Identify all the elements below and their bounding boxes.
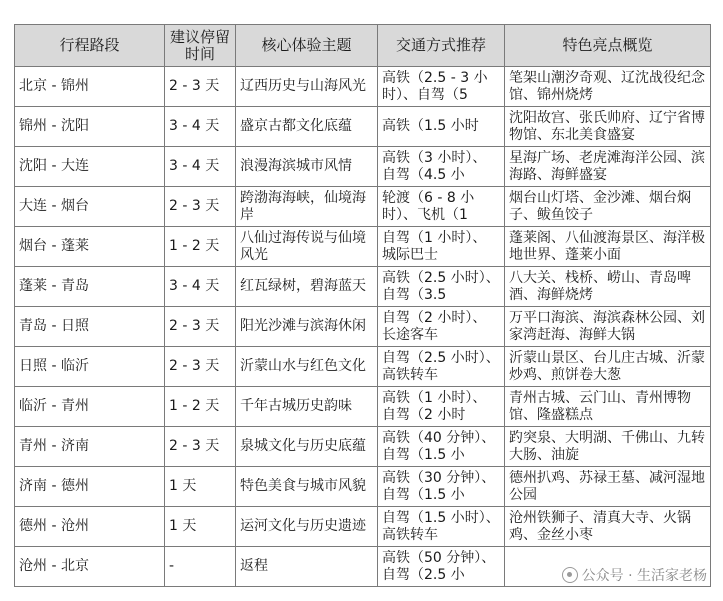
cell-transport-text: 轮渡（6 - 8 小时）、飞机（1 [382, 189, 475, 223]
cell-segment [15, 347, 165, 387]
cell-highlights-text: 星海广场、老虎滩海洋公园、滨海路、海鲜盛宴 [509, 149, 705, 183]
cell-stay [165, 147, 236, 187]
table-row [15, 307, 711, 347]
cell-segment-text: 大连 - 烟台 [19, 198, 89, 214]
cell-highlights-text: 趵突泉、大明湖、千佛山、九转大肠、油旋 [509, 429, 705, 463]
cell-theme [236, 547, 378, 587]
cell-segment [15, 307, 165, 347]
cell-transport-text: 高铁（2.5 - 3 小时）、自驾（5 [382, 69, 488, 103]
cell-stay [165, 107, 236, 147]
cell-highlights-text: 笔架山潮汐奇观、辽沈战役纪念馆、锦州烧烤 [509, 69, 705, 103]
header-theme: 核心体验主题 [236, 25, 378, 67]
table-body [15, 67, 711, 587]
cell-transport [378, 507, 505, 547]
cell-segment [15, 187, 165, 227]
cell-transport [378, 307, 505, 347]
cell-stay-text: 2 - 3 天 [169, 318, 220, 334]
cell-theme [236, 307, 378, 347]
cell-segment [15, 227, 165, 267]
cell-highlights-text: 蓬莱阁、八仙渡海景区、海洋极地世界、蓬莱小面 [509, 229, 705, 263]
table-row [15, 107, 711, 147]
cell-transport [378, 547, 505, 587]
cell-highlights [505, 307, 711, 347]
cell-highlights [505, 467, 711, 507]
cell-stay [165, 427, 236, 467]
header-transport: 交通方式推荐 [378, 25, 505, 67]
cell-stay-text: 3 - 4 天 [169, 158, 220, 174]
cell-transport [378, 67, 505, 107]
cell-highlights-text: 德州扒鸡、苏禄王墓、减河湿地公园 [509, 469, 705, 503]
cell-transport-text: 自驾（1.5 小时）、高铁转车 [382, 509, 500, 543]
table-row [15, 267, 711, 307]
watermark-text: 公众号 · 生活家老杨 [581, 568, 707, 584]
cell-segment-text: 蓬莱 - 青岛 [19, 278, 89, 294]
cell-stay-text: 1 - 2 天 [169, 238, 220, 254]
cell-transport [378, 187, 505, 227]
cell-highlights-text: 沧州铁狮子、清真大寺、火锅鸡、金丝小枣 [509, 509, 691, 543]
cell-transport-text: 自驾（1 小时）、城际巴士 [382, 229, 487, 263]
cell-segment [15, 507, 165, 547]
cell-stay [165, 267, 236, 307]
cell-highlights [505, 507, 711, 547]
cell-segment-text: 济南 - 德州 [19, 478, 89, 494]
table-header-row [15, 25, 711, 67]
cell-highlights-text: 八大关、栈桥、崂山、青岛啤酒、海鲜烧烤 [509, 269, 691, 303]
table-row [15, 427, 711, 467]
cell-transport-text: 高铁（40 分钟）、自驾（1.5 小 [382, 429, 496, 463]
cell-transport [378, 227, 505, 267]
cell-theme [236, 267, 378, 307]
itinerary-table [14, 24, 711, 587]
cell-theme-text: 阳光沙滩与滨海休闲 [240, 318, 366, 334]
cell-stay-text: 2 - 3 天 [169, 78, 220, 94]
cell-theme-text: 红瓦绿树，碧海蓝天 [240, 278, 366, 294]
cell-segment-text: 沈阳 - 大连 [19, 158, 89, 174]
cell-stay [165, 387, 236, 427]
cell-theme-text: 八仙过海传说与仙境风光 [240, 229, 366, 263]
cell-highlights-text: 沂蒙山景区、台儿庄古城、沂蒙炒鸡、煎饼卷大葱 [509, 349, 705, 383]
cell-stay [165, 67, 236, 107]
cell-theme-text: 返程 [240, 558, 268, 574]
cell-theme [236, 427, 378, 467]
cell-theme-text: 辽西历史与山海风光 [240, 78, 366, 94]
cell-transport [378, 267, 505, 307]
cell-highlights [505, 67, 711, 107]
cell-stay-text: 2 - 3 天 [169, 438, 220, 454]
cell-segment [15, 547, 165, 587]
cell-segment [15, 107, 165, 147]
cell-transport [378, 427, 505, 467]
cell-theme-text: 沂蒙山水与红色文化 [240, 358, 366, 374]
cell-theme [236, 507, 378, 547]
cell-transport [378, 107, 505, 147]
cell-highlights-text: 万平口海滨、海滨森林公园、刘家湾赶海、海鲜大锅 [509, 309, 705, 343]
cell-highlights [505, 387, 711, 427]
header-stay: 建议停留时间 [165, 25, 236, 67]
cell-stay-text: 1 - 2 天 [169, 398, 220, 414]
table-row [15, 187, 711, 227]
cell-segment-text: 沧州 - 北京 [19, 558, 89, 574]
cell-theme [236, 67, 378, 107]
cell-highlights [505, 347, 711, 387]
cell-segment-text: 青岛 - 日照 [19, 318, 89, 334]
cell-theme-text: 浪漫海滨城市风情 [240, 158, 352, 174]
cell-theme [236, 387, 378, 427]
cell-segment [15, 267, 165, 307]
cell-segment [15, 67, 165, 107]
cell-segment-text: 德州 - 沧州 [19, 518, 89, 534]
cell-transport-text: 高铁（30 分钟）、自驾（1.5 小 [382, 469, 496, 503]
table-row [15, 67, 711, 107]
cell-transport-text: 高铁（1 小时）、自驾（2 小时 [382, 389, 487, 423]
cell-stay [165, 187, 236, 227]
table-row [15, 467, 711, 507]
cell-stay-text: 1 天 [169, 518, 197, 534]
cell-segment-text: 日照 - 临沂 [19, 358, 89, 374]
cell-highlights-text: 青州古城、云门山、青州博物馆、隆盛糕点 [509, 389, 691, 423]
cell-transport [378, 467, 505, 507]
cell-highlights [505, 147, 711, 187]
cell-stay-text: 3 - 4 天 [169, 118, 220, 134]
table-row [15, 147, 711, 187]
cell-stay-text: - [169, 558, 175, 574]
cell-stay-text: 2 - 3 天 [169, 198, 220, 214]
cell-transport [378, 387, 505, 427]
cell-theme-text: 特色美食与城市风貌 [240, 478, 366, 494]
watermark [560, 565, 709, 585]
cell-segment [15, 387, 165, 427]
cell-stay [165, 467, 236, 507]
table-row [15, 507, 711, 547]
cell-stay [165, 307, 236, 347]
cell-transport-text: 高铁（1.5 小时 [382, 118, 479, 134]
cell-highlights [505, 427, 711, 467]
cell-segment-text: 青州 - 济南 [19, 438, 89, 454]
cell-theme [236, 347, 378, 387]
cell-theme [236, 147, 378, 187]
cell-stay [165, 227, 236, 267]
cell-theme-text: 盛京古都文化底蕴 [240, 118, 352, 134]
cell-theme-text: 泉城文化与历史底蕴 [240, 438, 366, 454]
cell-theme-text: 运河文化与历史遗迹 [240, 518, 366, 534]
cell-segment [15, 467, 165, 507]
cell-theme [236, 467, 378, 507]
cell-segment-text: 锦州 - 沈阳 [19, 118, 89, 134]
wechat-official-account-icon [562, 567, 578, 583]
cell-stay-text: 2 - 3 天 [169, 358, 220, 374]
cell-highlights [505, 227, 711, 267]
cell-highlights [505, 107, 711, 147]
header-highlights: 特色亮点概览 [505, 25, 711, 67]
cell-theme [236, 107, 378, 147]
table-row [15, 227, 711, 267]
cell-theme-text: 千年古城历史韵味 [240, 398, 352, 414]
cell-theme-text: 跨渤海海峡，仙境海岸 [240, 189, 366, 223]
cell-segment [15, 147, 165, 187]
cell-stay [165, 347, 236, 387]
table-row [15, 387, 711, 427]
cell-segment [15, 427, 165, 467]
table-row [15, 347, 711, 387]
cell-segment-text: 临沂 - 青州 [19, 398, 89, 414]
cell-highlights-text: 沈阳故宫、张氏帅府、辽宁省博物馆、东北美食盛宴 [509, 109, 705, 143]
cell-transport [378, 147, 505, 187]
cell-transport-text: 自驾（2.5 小时）、高铁转车 [382, 349, 500, 383]
cell-transport [378, 347, 505, 387]
cell-transport-text: 自驾（2 小时）、长途客车 [382, 309, 487, 343]
cell-segment-text: 烟台 - 蓬莱 [19, 238, 89, 254]
cell-stay [165, 507, 236, 547]
cell-transport-text: 高铁（2.5 小时）、自驾（3.5 [382, 269, 500, 303]
cell-highlights [505, 187, 711, 227]
header-segment: 行程路段 [15, 25, 165, 67]
cell-transport-text: 高铁（50 分钟）、自驾（2.5 小 [382, 549, 496, 583]
cell-theme [236, 187, 378, 227]
cell-stay-text: 3 - 4 天 [169, 278, 220, 294]
cell-segment-text: 北京 - 锦州 [19, 78, 89, 94]
cell-transport-text: 高铁（3 小时）、自驾（4.5 小 [382, 149, 487, 183]
cell-stay [165, 547, 236, 587]
cell-highlights-text: 烟台山灯塔、金沙滩、烟台焖子、鲅鱼饺子 [509, 189, 691, 223]
cell-stay-text: 1 天 [169, 478, 197, 494]
cell-highlights [505, 267, 711, 307]
cell-theme [236, 227, 378, 267]
